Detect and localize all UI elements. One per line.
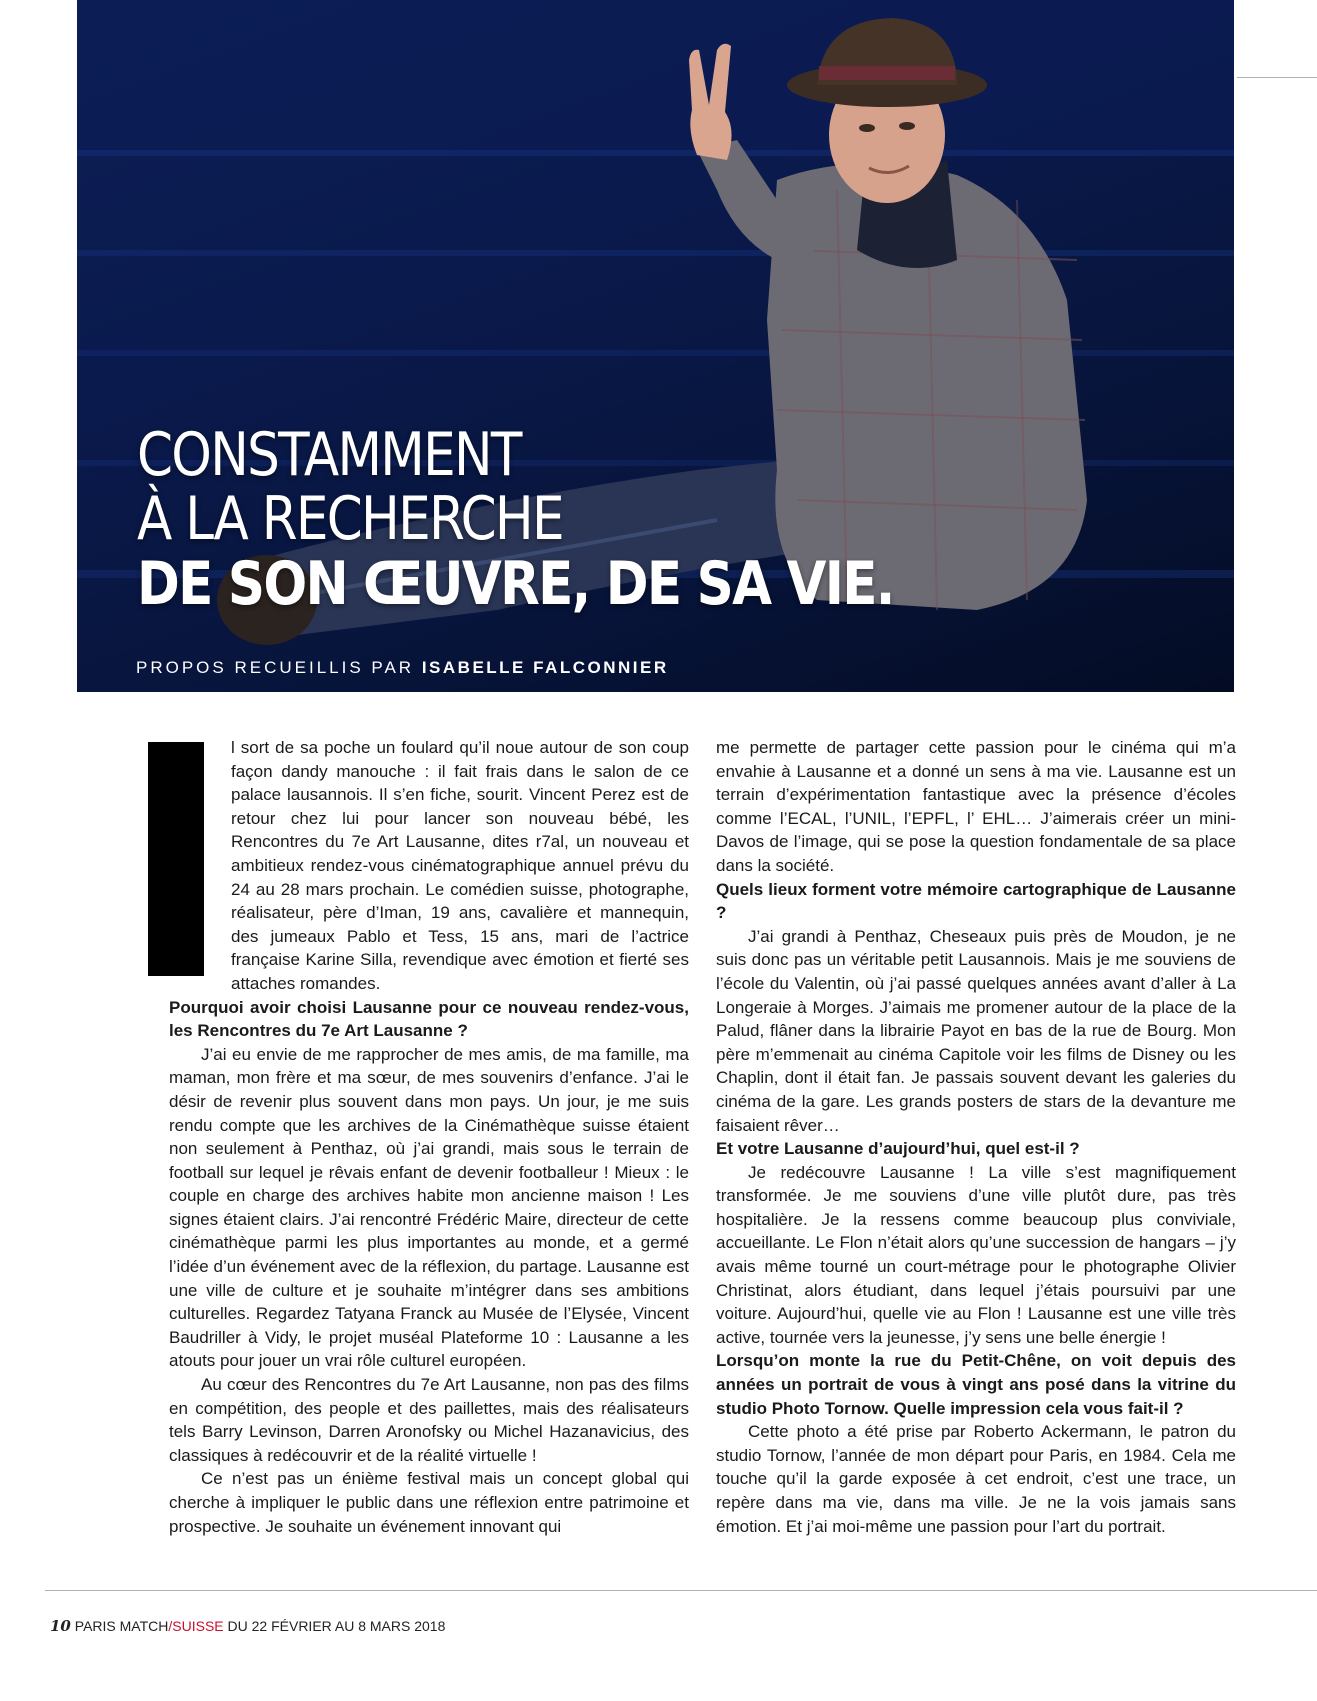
question-4: Lorsqu’on monte la rue du Petit-Chêne, on voit depuis des années un portrait de vous à vingt ans posé dans la vitrine du studio Photo Tornow. Quelle impression cela vous fait-il ? [716,1351,1236,1418]
answer-1-paragraph-2: Au cœur des Rencontres du 7e Art Lausanne, non pas des films en compétition, des people et des paillettes, mais des réalisateurs tels Barry Levinson, Darren Aronofsky ou Michel Hazanavicius, des classiques à redécouvrir et de la réalité virtuelle ! [169,1375,689,1465]
answer-4: Cette photo a été prise par Roberto Ackermann, le patron du studio Tornow, l’année de mon départ pour Paris, en 1984. Cela me touche qu’il la garde exposée à cet endroit, c’est une trace, un repère dans ma vie, dans ma ville. Je ne la vois jamais sans émotion. Et j’ai moi-même une passion pour l’art du portrait. [716,1422,1236,1536]
article-intro: l sort de sa poche un foulard qu’il noue autour de son coup façon dandy manouche : il fait frais dans le salon de ce palace lausannois. Il s’en fiche, sourit. Vincent Perez est de retour chez lui pour lancer son nouveau bébé, les Rencontres du 7e Art Lausanne, dites r7al, un nouveau et ambitieux rendez-vous cinématographique annuel prévu du 24 au 28 mars prochain. Le comédien suisse, photographe, réalisateur, père d’Iman, 19 ans, cavalière et mannequin, des jumeaux Pablo et Tess, 15 ans, mari de l’actrice française Karine Silla, revendique avec émotion et fierté ses attaches romandes. [231,738,689,993]
page-number: 10 [50,1617,71,1635]
magazine-name: PARIS MATCH [74,1618,169,1634]
headline-line-3: DE SON ŒUVRE, DE SA VIE. [137,549,894,619]
question-3: Et votre Lausanne d’aujourd’hui, quel est-il ? [716,1139,1080,1159]
answer-2: J’ai grandi à Penthaz, Cheseaux puis près de Moudon, je ne suis donc pas un véritable petit Lausannois. Mais je me souviens de l’école du Valentin, où j’ai passé quelques années avant d’aller à La Longeraie à Morges. J’aimais me promener autour de la place de la Palud, flâner dans la librairie Payot en bas de la rue de Bourg. Mon père m’emmenait au cinéma Capitole voir les films de Disney ou les Chaplin, dont il était fan. Je passais souvent devant les galeries du cinéma de la gare. Les grands posters de stars de la devanture me faisaient rêver… [716,926,1236,1135]
top-rule [1237,77,1317,78]
byline-prefix: PROPOS RECUEILLIS PAR [136,658,415,677]
footer-rule [45,1590,1317,1591]
answer-3: Je redécouvre Lausanne ! La ville s’est magnifiquement transformée. Je me souviens d’une ville plutôt dure, pas très hospitalière. Je la ressens comme beaucoup plus conviviale, accueillante. Le Flon n’était alors qu’une succession de hangars – j’y avais même tourné un court-métrage pour le photographe Olivier Christinat, alors étudiant, dans lequel j’étais poursuivi par une voiture. Aujourd’hui, quelle vie au Flon ! Lausanne est une ville très active, tournée vers la jeunesse, j’y sens une belle énergie ! [716,1162,1236,1347]
question-2: Quels lieux forment votre mémoire cartographique de Lausanne ? [716,879,1236,923]
byline [136,658,669,678]
article-column-left [169,736,689,1538]
question-1: Pourquoi avoir choisi Lausanne pour ce nouveau rendez-vous, les Rencontres du 7e Art Lausanne ? [169,997,689,1041]
answer-1-paragraph-1: J’ai eu envie de me rapprocher de mes amis, de ma famille, ma maman, mon frère et ma sœur, de mes souvenirs d’enfance. J’ai le désir de revenir plus souvent dans mon pays. Un jour, je me suis rendu compte que les archives de la Cinémathèque suisse étaient non seulement à Penthaz, où j’ai grandi, mais sous le terrain de football sur lequel je rêvais enfant de devenir footballeur ! Mieux : le couple en charge des archives habite mon ancienne maison ! Les signes étaient clairs. J’ai rencontré Frédéric Maire, directeur de cette cinémathèque parmi les plus importantes au monde, et a germé l’idée d’un événement avec de la réflexion, du partage. Lausanne est une ville de culture et je souhaite m’intégrer dans ses ambitions culturelles. Regardez Tatyana Franck au Musée de l’Elysée, Vincent Baudriller à Vidy, le projet muséal Plateforme 10 : Lausanne a les atouts pour jouer un vrai rôle culturel européen. [169,1044,689,1371]
article-column-right [716,736,1236,1538]
byline-author: ISABELLE FALCONNIER [421,658,669,677]
headline [137,420,1017,619]
headline-line-2: À LA RECHERCHE [137,484,563,554]
edition-name: SUISSE [172,1618,224,1634]
page-footer [50,1617,445,1635]
headline-line-1: CONSTAMMENT [137,420,521,490]
answer-1-paragraph-3: Ce n’est pas un énième festival mais un concept global qui cherche à impliquer le public dans une réflexion entre patrimoine et prospective. Je souhaite un événement innovant qui [169,1469,689,1536]
answer-1-continued: me permette de partager cette passion pour le cinéma qui m’a envahie à Lausanne et a donné un sens à ma vie. Lausanne est un terrain d’expérimentation fantastique avec la présence d’écoles comme l’ECAL, l’UNIL, l’EPFL, l’ EHL… J’aimerais créer un mini-Davos de l’image, qui se pose la question fondamentale de sa place dans la société. [716,738,1236,875]
issue-date: DU 22 FÉVRIER AU 8 MARS 2018 [223,1618,446,1634]
footer-separator: / [168,1618,173,1634]
